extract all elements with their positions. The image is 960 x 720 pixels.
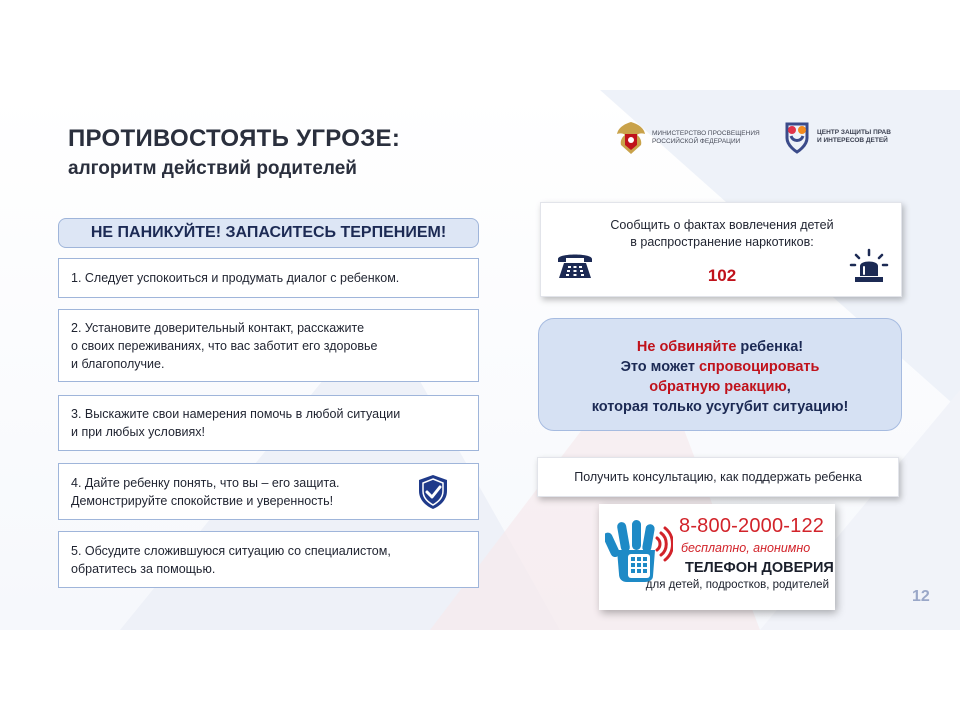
center-logo — [781, 120, 891, 154]
helpline-card — [599, 504, 835, 610]
step-4-text: 4. Дайте ребенку понять, что вы – его защита. Демонстрируйте спокойствие и уверенность! — [71, 475, 340, 508]
center-emblem-icon — [781, 120, 813, 154]
warning-line-4: которая только усугубит ситуацию! — [591, 399, 849, 415]
warning-line-3 — [539, 377, 901, 397]
helpline-subtitle: для детей, подростков, родителей — [645, 579, 829, 591]
warning-red-1: Не обвиняйте — [636, 339, 737, 355]
warning-line-1 — [539, 337, 901, 357]
step-2-text: 2. Установите доверительный контакт, расскажите о своих переживаниях, что вас заботит его здоровье и благополучие. — [71, 320, 378, 371]
helpline-title: ТЕЛЕФОН ДОВЕРИЯ — [685, 560, 834, 576]
siren-icon — [849, 248, 889, 284]
step-1 — [58, 258, 479, 298]
step-1-text: 1. Следует успокоиться и продумать диалог с ребенком. — [71, 271, 400, 285]
warning-text-1: ребенка! — [736, 339, 804, 355]
step-5 — [58, 531, 479, 588]
report-box — [540, 202, 902, 297]
panic-banner: НЕ ПАНИКУЙТЕ! ЗАПАСИТЕСЬ ТЕРПЕНИЕМ! — [58, 218, 479, 248]
page-subtitle: алгоритм действий родителей — [68, 158, 357, 179]
consultation-box: Получить консультацию, как поддержать ребенка — [537, 457, 899, 497]
warning-text-2: Это может — [620, 359, 699, 375]
slide — [0, 90, 960, 630]
warning-line-2 — [539, 357, 901, 377]
helpline-note: бесплатно, анонимно — [681, 541, 811, 555]
warning-text-3: , — [786, 379, 791, 395]
ministry-logo-text: МИНИСТЕРСТВО ПРОСВЕЩЕНИЯ РОССИЙСКОЙ ФЕДЕРАЦИИ — [652, 130, 760, 145]
page-number: 12 — [912, 588, 930, 605]
page-title: ПРОТИВОСТОЯТЬ УГРОЗЕ: — [68, 125, 401, 152]
report-text: Сообщить о фактах вовлечения детей в распространение наркотиков: — [610, 218, 834, 249]
ministry-logo — [614, 120, 760, 156]
step-5-text: 5. Обсудите сложившуюся ситуацию со специалистом, обратитесь за помощью. — [71, 543, 391, 576]
warning-box — [538, 318, 902, 431]
center-logo-text: ЦЕНТР ЗАЩИТЫ ПРАВ И ИНТЕРЕСОВ ДЕТЕЙ — [817, 129, 891, 144]
warning-red-3: обратную реакцию — [649, 379, 787, 395]
step-3-text: 3. Выскажите свои намерения помочь в любой ситуации и при любых условиях! — [71, 407, 401, 439]
hand-phone-icon — [605, 518, 673, 584]
warning-red-2: спровоцировать — [698, 359, 820, 375]
helpline-phone: 8-800-2000-122 — [679, 515, 825, 537]
shield-check-icon — [414, 473, 452, 511]
step-2 — [58, 309, 479, 382]
police-number: 102 — [707, 266, 737, 285]
ministry-emblem-icon — [614, 120, 648, 156]
step-3 — [58, 395, 479, 451]
